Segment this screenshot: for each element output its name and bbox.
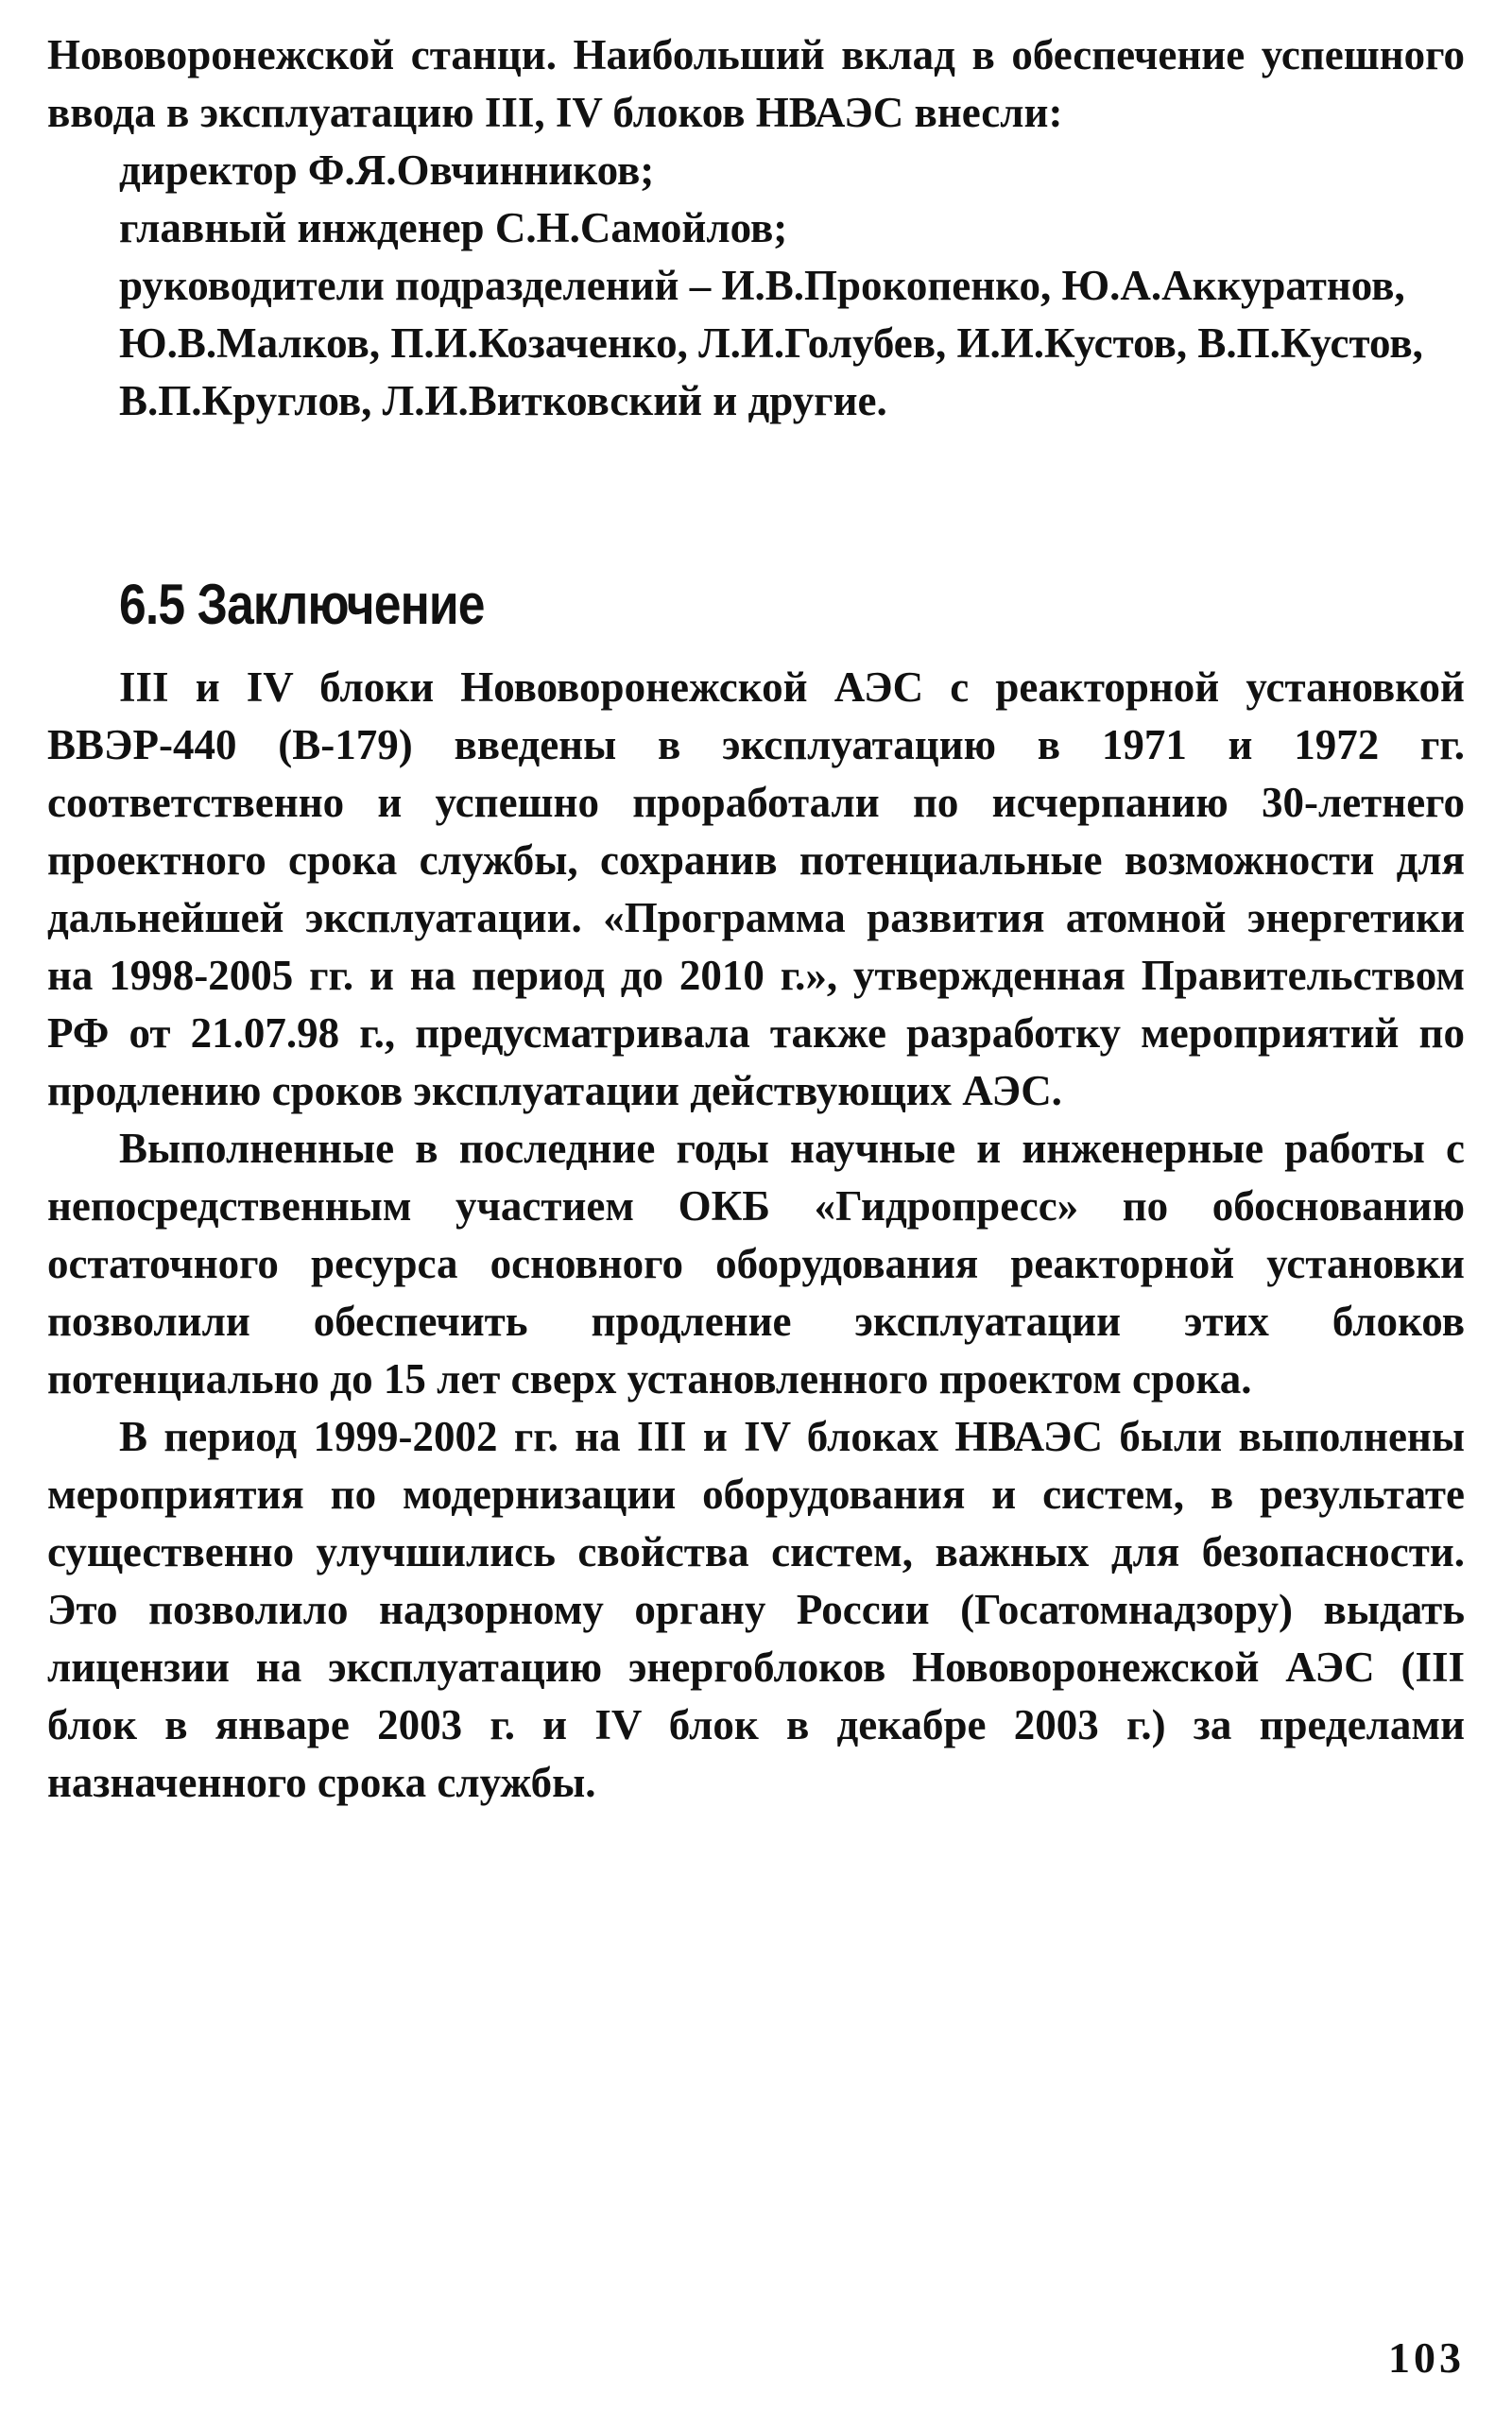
list-item-department-heads: руководители подразделений – И.В.Прокопенко, Ю.А.Аккуратнов, Ю.В.Малков, П.И.Козаченко, Л.И.Голубев, И.И.Кустов, В.П.Кустов, В.П.Круглов, Л.И.Витковский и другие. bbox=[119, 262, 1423, 424]
section-paragraph-2: Выполненные в последние годы научные и инженерные работы с непосредственным участием ОКБ «Гидропресс» по обоснованию остаточного ресурса основного оборудования реакторной установки позволили обеспечить продление эксплуатации этих блоков потенциально до 15 лет сверх установленного проектом срока. bbox=[47, 1125, 1465, 1403]
page-number: 103 bbox=[1388, 2333, 1465, 2382]
section-paragraph-1: III и IV блоки Нововоронежской АЭС с реакторной установкой ВВЭР-440 (В-179) введены в эксплуатацию в 1971 и 1972 гг. соответственно и успешно проработали по исчерпанию 30-летнего проектного срока службы, сохранив потенциальные возможности для дальнейшей эксплуатации. «Программа развития атомной энергетики на 1998-2005 гг. и на период до 2010 г.», утвержденная Правительством РФ от 21.07.98 г., предусматривала также разработку мероприятий по продлению сроков эксплуатации действующих АЭС. bbox=[47, 663, 1465, 1114]
contributors-list bbox=[47, 142, 1465, 430]
intro-paragraph: Нововоронежской станци. Наибольший вклад в обеспечение успешного ввода в эксплуатацию III, IV блоков НВАЭС внесли: bbox=[47, 31, 1465, 136]
list-item-chief-engineer: главный инжденер С.Н.Самойлов; bbox=[119, 204, 788, 251]
section-heading: 6.5 Заключение bbox=[119, 573, 485, 636]
section-paragraph-3: В период 1999-2002 гг. на III и IV блоках НВАЭС были выполнены мероприятия по модернизации оборудования и систем, в результате существенно улучшились свойства систем, важных для безопасности. Это позволило надзорному органу России (Госатомнадзору) выдать лицензии на эксплуатацию энергоблоков Нововоронежской АЭС (III блок в январе 2003 г. и IV блок в декабре 2003 г.) за пределами назначенного срока службы. bbox=[47, 1413, 1465, 1806]
list-item-director: директор Ф.Я.Овчинников; bbox=[119, 146, 655, 194]
section-body bbox=[47, 659, 1465, 1812]
book-page bbox=[47, 26, 1465, 1812]
